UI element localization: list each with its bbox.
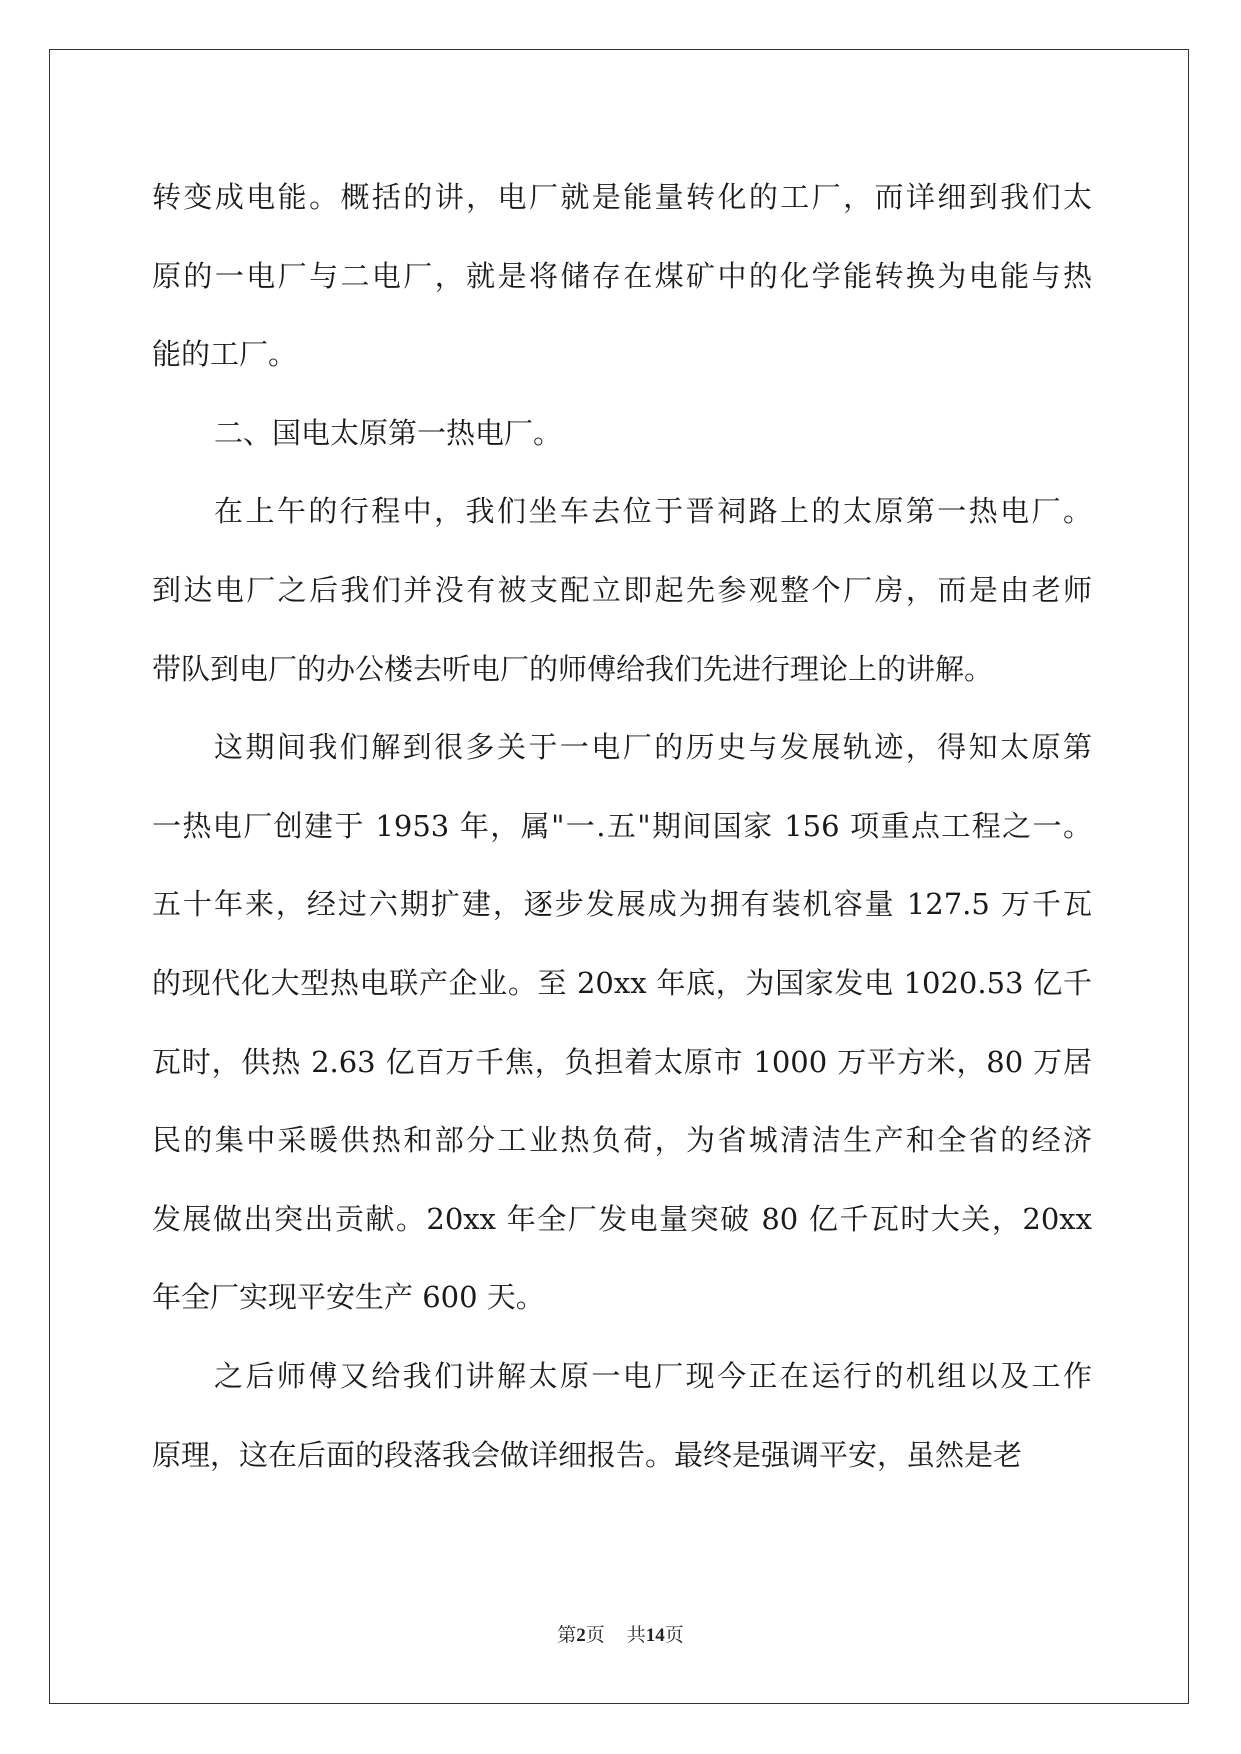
text-line: 转变成电能。概括的讲，电厂就是能量转化的工厂，而详细到我们太 <box>152 180 1092 214</box>
text-line: 瓦时，供热 2.63 亿百万千焦，负担着太原市 1000 万平方米，80 万居 <box>152 1044 1092 1079</box>
text-line: 在上午的行程中，我们坐车去位于晋祠路上的太原第一热电厂。 <box>214 494 1092 529</box>
paragraph <box>152 158 1092 394</box>
text-line: 民的集中采暖供热和部分工业热负荷，为省城清洁生产和全省的经济 <box>152 1123 1092 1158</box>
footer-total-suffix: 页 <box>664 1625 684 1646</box>
paragraph <box>152 1337 1092 1494</box>
text-line: 的现代化大型热电联产企业。至 20xx 年底，为国家发电 1020.53 亿千 <box>152 965 1092 1000</box>
current-page-number: 2 <box>576 1625 586 1646</box>
page-footer <box>0 1620 1241 1647</box>
paragraph <box>152 708 1092 1337</box>
text-line: 原理，这在后面的段落我会做详细报告。最终是强调平安，虽然是老 <box>152 1437 1023 1472</box>
text-line: 原的一电厂与二电厂，就是将储存在煤矿中的化学能转换为电能与热 <box>152 258 1092 293</box>
footer-prefix: 第 <box>557 1625 577 1646</box>
text-line: 一热电厂创建于 1953 年，属"一.五"期间国家 156 项重点工程之一。 <box>152 808 1092 843</box>
text-line: 二、国电太原第一热电厂。 <box>214 415 563 450</box>
footer-total-prefix: 共 <box>626 1625 646 1646</box>
text-line: 带队到电厂的办公楼去听电厂的师傅给我们先进行理论上的讲解。 <box>152 651 994 686</box>
text-line: 年全厂实现平安生产 600 天。 <box>152 1280 545 1315</box>
text-line: 能的工厂。 <box>152 337 298 372</box>
paragraph <box>152 472 1092 708</box>
text-line: 五十年来，经过六期扩建，逐步发展成为拥有装机容量 127.5 万千瓦 <box>152 887 1092 922</box>
text-line: 之后师傅又给我们讲解太原一电厂现今正在运行的机组以及工作 <box>214 1358 1092 1393</box>
text-line: 发展做出突出贡献。20xx 年全厂发电量突破 80 亿千瓦时大关，20xx <box>152 1201 1092 1236</box>
total-pages-number: 14 <box>645 1625 665 1646</box>
footer-page-suffix: 页 <box>585 1625 605 1646</box>
document-body <box>152 158 1092 1494</box>
text-line: 这期间我们解到很多关于一电厂的历史与发展轨迹，得知太原第 <box>214 730 1092 765</box>
paragraph <box>152 394 1092 473</box>
text-line: 到达电厂之后我们并没有被支配立即起先参观整个厂房，而是由老师 <box>152 572 1092 607</box>
